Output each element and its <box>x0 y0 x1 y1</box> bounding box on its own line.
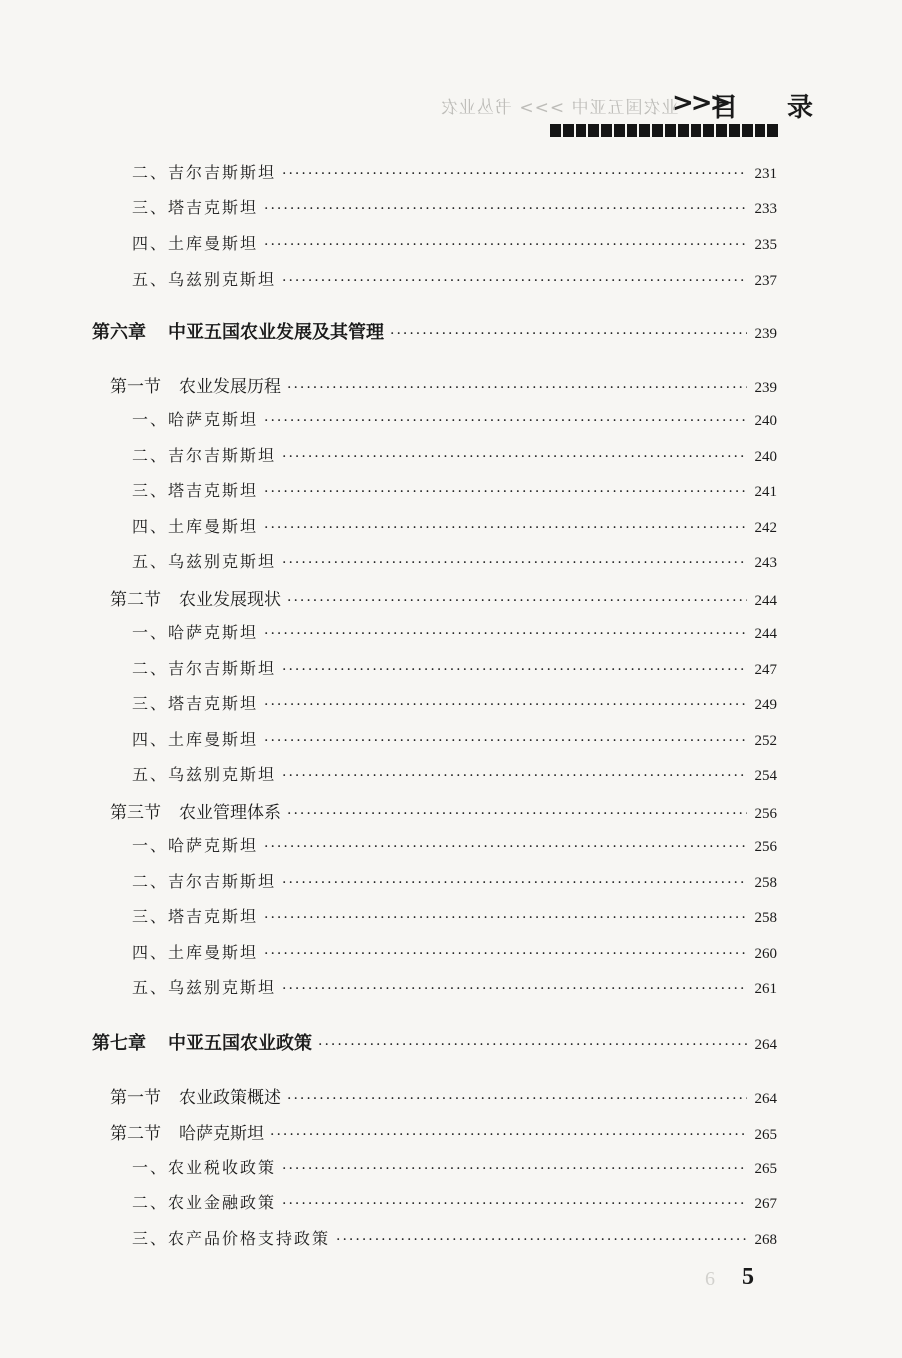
toc-item-entry[interactable] <box>132 940 777 963</box>
toc-entry-title: 二、农业金融政策 <box>132 1193 277 1212</box>
toc-entry-number: 第六章 <box>92 322 146 343</box>
toc-entry-title: 中亚五国农业发展及其管理 <box>168 322 384 343</box>
dot-leader <box>264 413 746 429</box>
toc-entry-page: 247 <box>754 662 777 678</box>
toc-entry-label <box>132 549 276 572</box>
dot-leader <box>282 166 746 182</box>
toc-entry-title: 一、哈萨克斯坦 <box>132 836 259 855</box>
toc-chapter-entry[interactable] <box>92 1029 777 1055</box>
toc-entry-label <box>110 1119 264 1144</box>
toc-item-entry[interactable] <box>132 904 777 927</box>
toc-chapter-entry[interactable] <box>92 318 777 344</box>
toc-entry-label <box>132 267 276 290</box>
toc-entry-title: 五、乌兹别克斯坦 <box>132 765 277 784</box>
toc-item-entry[interactable] <box>132 1155 777 1178</box>
toc-item-entry[interactable] <box>132 656 777 679</box>
toc-entry-page: 265 <box>754 1161 777 1177</box>
toc-entry-title: 二、吉尔吉斯斯坦 <box>132 446 277 465</box>
toc-entry-number: 第二节 <box>110 1124 161 1144</box>
toc-entry-label <box>110 585 281 610</box>
dot-leader <box>282 768 746 784</box>
dot-leader <box>282 981 746 997</box>
dot-leader <box>264 520 746 536</box>
toc-entry-title: 三、塔吉克斯坦 <box>132 198 259 217</box>
toc-section-entry[interactable] <box>110 372 777 397</box>
dot-leader <box>282 273 746 289</box>
toc-entry-label <box>132 762 276 785</box>
dot-leader <box>270 1127 747 1143</box>
toc-entry-page: 239 <box>754 326 777 342</box>
dot-leader <box>264 201 746 217</box>
dot-leader <box>287 593 747 609</box>
toc-item-entry[interactable] <box>132 727 777 750</box>
toc-entry-title: 一、哈萨克斯坦 <box>132 623 259 642</box>
toc-entry-title: 农业管理体系 <box>179 803 281 823</box>
toc-entry-label <box>132 195 258 218</box>
toc-entry-label <box>132 407 258 430</box>
toc-entry-title: 五、乌兹别克斯坦 <box>132 978 277 997</box>
toc-entry-label <box>132 1190 276 1213</box>
toc-item-entry[interactable] <box>132 195 777 218</box>
dot-leader <box>282 1196 746 1212</box>
toc-item-entry[interactable] <box>132 514 777 537</box>
toc-entry-title: 一、哈萨克斯坦 <box>132 410 259 429</box>
toc-entry-title: 农业政策概述 <box>179 1088 281 1108</box>
toc-entry-label <box>110 1083 281 1108</box>
toc-entry-label <box>132 727 258 750</box>
toc-entry-title: 二、吉尔吉斯斯坦 <box>132 872 277 891</box>
toc-entry-page: 264 <box>754 1037 777 1053</box>
dot-leader <box>264 626 746 642</box>
toc-entry-page: 258 <box>754 875 777 891</box>
toc-entry-page: 264 <box>754 1091 777 1107</box>
toc-entry-title: 一、农业税收政策 <box>132 1158 277 1177</box>
toc-entry-title: 三、塔吉克斯坦 <box>132 907 259 926</box>
toc-entry-page: 240 <box>754 413 777 429</box>
dot-leader <box>287 1091 747 1107</box>
page-number: 5 <box>742 1264 754 1290</box>
toc-entry-label <box>132 869 276 892</box>
toc-entry-title: 哈萨克斯坦 <box>179 1124 264 1144</box>
toc-entry-title: 三、塔吉克斯坦 <box>132 481 259 500</box>
toc-item-entry[interactable] <box>132 160 777 183</box>
dot-leader <box>336 1232 746 1248</box>
toc-entry-number: 第一节 <box>110 377 161 397</box>
toc-item-entry[interactable] <box>132 691 777 714</box>
toc-entry-label <box>132 443 276 466</box>
toc-entry-title: 三、农产品价格支持政策 <box>132 1229 331 1248</box>
toc-entry-page: 243 <box>754 555 777 571</box>
dot-leader <box>264 237 746 253</box>
dot-leader <box>264 910 746 926</box>
toc-entry-label <box>132 1226 330 1249</box>
toc-section-entry[interactable] <box>110 585 777 610</box>
toc-section-entry[interactable] <box>110 798 777 823</box>
toc-entry-page: 252 <box>754 733 777 749</box>
toc-entry-title: 四、土库曼斯坦 <box>132 517 259 536</box>
toc-entry-page: 268 <box>754 1232 777 1248</box>
toc-item-entry[interactable] <box>132 833 777 856</box>
dot-leader <box>264 733 746 749</box>
toc-entry-label <box>132 160 276 183</box>
toc-entry-label <box>132 904 258 927</box>
toc-entry-number: 第三节 <box>110 803 161 823</box>
toc-entry-label <box>132 691 258 714</box>
toc-entry-label <box>132 975 276 998</box>
toc-entry-title: 中亚五国农业政策 <box>168 1033 312 1054</box>
dot-leader <box>282 1161 746 1177</box>
toc-entry-label <box>132 940 258 963</box>
toc-entry-number: 第二节 <box>110 590 161 610</box>
dot-leader <box>282 875 746 891</box>
toc-entry-label <box>132 1155 276 1178</box>
toc-entry-title: 五、乌兹别克斯坦 <box>132 270 277 289</box>
dot-leader <box>282 449 746 465</box>
toc-entry-page: 256 <box>754 839 777 855</box>
dot-leader <box>282 662 746 678</box>
toc-entry-page: 258 <box>754 910 777 926</box>
toc-entry-title: 四、土库曼斯坦 <box>132 234 259 253</box>
toc-item-entry[interactable] <box>132 231 777 254</box>
toc-entry-label <box>92 1029 312 1055</box>
toc-entry-number: 第一节 <box>110 1088 161 1108</box>
toc-entry-page: 237 <box>754 273 777 289</box>
toc-item-entry[interactable] <box>132 762 777 785</box>
toc-item-entry[interactable] <box>132 407 777 430</box>
toc-entry-page: 241 <box>754 484 777 500</box>
toc-entry-label <box>110 372 281 397</box>
toc-item-entry[interactable] <box>132 1190 777 1213</box>
dot-leader <box>264 946 746 962</box>
toc-entry-page: 231 <box>754 166 777 182</box>
toc-item-entry[interactable] <box>132 267 777 290</box>
toc-entry-title: 四、土库曼斯坦 <box>132 943 259 962</box>
toc-entry-page: 240 <box>754 449 777 465</box>
dot-leader <box>282 555 746 571</box>
toc-item-entry[interactable] <box>132 975 777 998</box>
toc-entry-page: 235 <box>754 237 777 253</box>
toc-entry-title: 农业发展历程 <box>179 377 281 397</box>
toc-entry-page: 265 <box>754 1127 777 1143</box>
bleed-through-text: 业农国五亚中 >>> 书丛业农 <box>440 98 679 118</box>
toc-item-entry[interactable] <box>132 869 777 892</box>
toc-item-entry[interactable] <box>132 443 777 466</box>
header-arrows: >>> <box>672 88 729 118</box>
running-header <box>0 0 902 150</box>
toc-entry-title: 二、吉尔吉斯斯坦 <box>132 659 277 678</box>
toc-entry-page: 239 <box>754 380 777 396</box>
toc-entry-title: 农业发展现状 <box>179 590 281 610</box>
toc-entry-page: 256 <box>754 806 777 822</box>
toc-entry-title: 五、乌兹别克斯坦 <box>132 552 277 571</box>
dot-leader <box>318 1037 747 1053</box>
toc-entry-page: 254 <box>754 768 777 784</box>
toc-entry-label <box>92 318 384 344</box>
toc-entry-label <box>132 231 258 254</box>
dot-leader <box>264 484 746 500</box>
toc-item-entry[interactable] <box>132 478 777 501</box>
bleed-through-page-number: 6 <box>705 1268 715 1290</box>
toc-entry-page: 249 <box>754 697 777 713</box>
toc-entry-page: 267 <box>754 1196 777 1212</box>
toc-entry-page: 242 <box>754 520 777 536</box>
toc-entry-title: 三、塔吉克斯坦 <box>132 694 259 713</box>
toc-entry-label <box>110 798 281 823</box>
toc-entry-page: 244 <box>754 593 777 609</box>
dot-leader <box>264 839 746 855</box>
dot-leader <box>287 380 747 396</box>
header-decorative-bar <box>550 124 778 137</box>
dot-leader <box>390 326 747 342</box>
toc-entry-title: 四、土库曼斯坦 <box>132 730 259 749</box>
toc-entry-label <box>132 656 276 679</box>
toc-entry-number: 第七章 <box>92 1033 146 1054</box>
toc-item-entry[interactable] <box>132 549 777 572</box>
toc-entry-page: 260 <box>754 946 777 962</box>
toc-entry-label <box>132 620 258 643</box>
dot-leader <box>264 697 746 713</box>
toc-entry-label <box>132 833 258 856</box>
toc-entry-label <box>132 478 258 501</box>
toc-section-entry[interactable] <box>110 1083 777 1108</box>
dot-leader <box>287 806 747 822</box>
page-title: 目 录 <box>712 93 834 123</box>
toc-entry-page: 244 <box>754 626 777 642</box>
toc-entry-title: 二、吉尔吉斯斯坦 <box>132 163 277 182</box>
toc-entry-page: 233 <box>754 201 777 217</box>
toc-entry-page: 261 <box>754 981 777 997</box>
toc-item-entry[interactable] <box>132 1226 777 1249</box>
toc-item-entry[interactable] <box>132 620 777 643</box>
toc-entry-label <box>132 514 258 537</box>
toc-section-entry[interactable] <box>110 1119 777 1144</box>
